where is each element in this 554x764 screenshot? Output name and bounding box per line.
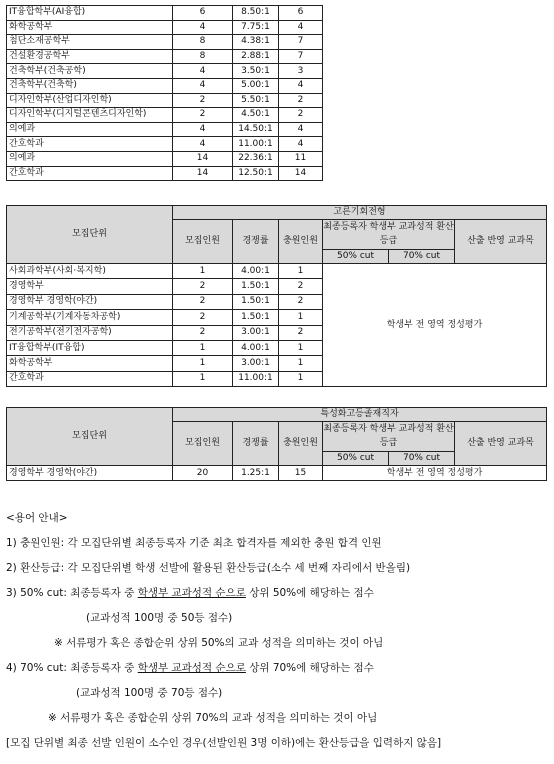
competition-cell: 4.38:1	[233, 35, 279, 50]
recruit-cell: 2	[173, 93, 233, 108]
additional-cell: 2	[279, 294, 323, 309]
competition-cell: 3.00:1	[233, 356, 279, 371]
additional-cell: 7	[279, 49, 323, 64]
note-additional: 1) 충원인원: 각 모집단위별 최종등록자 기준 최초 합격자를 제외한 충원 합격 인원	[6, 537, 382, 549]
recruit-cell: 8	[173, 35, 233, 50]
note-cut50-text-end: 상위 50%에 해당하는 점수	[245, 587, 374, 599]
competition-cell: 1.50:1	[233, 294, 279, 309]
table-row	[7, 6, 323, 21]
recruit-cell: 14	[173, 166, 233, 181]
recruit-cell: 4	[173, 137, 233, 152]
unit-cell: 디자인학부(디지털콘텐츠디자인학)	[7, 108, 173, 123]
competition-cell: 12.50:1	[233, 166, 279, 181]
note-cut70	[6, 660, 374, 675]
additional-cell: 1	[279, 371, 323, 386]
unit-cell: 화학공학부	[7, 356, 173, 371]
additional-header: 충원인원	[279, 220, 323, 264]
recruit-cell: 2	[173, 294, 233, 309]
competition-cell: 8.50:1	[233, 6, 279, 21]
unit-cell: 간호학과	[7, 137, 173, 152]
competition-cell: 5.00:1	[233, 78, 279, 93]
recruit-header: 모집인원	[173, 220, 233, 264]
table-row	[7, 137, 323, 152]
table-row	[7, 466, 547, 481]
unit-cell: 간호학과	[7, 166, 173, 181]
recruit-cell: 2	[173, 310, 233, 325]
unit-cell: 건설환경공학부	[7, 49, 173, 64]
cut70-header: 70% cut	[389, 452, 455, 466]
vocational-worker-table	[6, 407, 547, 481]
grade-group-header: 최종등록자 학생부 교과성적 환산등급	[323, 220, 455, 250]
unit-cell: 기계공학부(기계자동차공학)	[7, 310, 173, 325]
recruit-cell: 4	[173, 20, 233, 35]
table-row	[7, 93, 323, 108]
notes-title: <용어 안내>	[6, 512, 68, 524]
additional-cell: 1	[279, 310, 323, 325]
unit-cell: 디자인학부(산업디자인학)	[7, 93, 173, 108]
additional-cell: 2	[279, 108, 323, 123]
competition-cell: 3.50:1	[233, 64, 279, 79]
unit-header: 모집단위	[7, 206, 173, 264]
unit-cell: 경영학부 경영학(야간)	[7, 466, 173, 481]
competition-cell: 3.00:1	[233, 325, 279, 340]
recruit-cell: 8	[173, 49, 233, 64]
unit-cell: 의예과	[7, 151, 173, 166]
competition-cell: 1.50:1	[233, 310, 279, 325]
competition-header: 경쟁률	[233, 422, 279, 466]
unit-cell: 경영학부 경영학(야간)	[7, 294, 173, 309]
subjects-header: 산출 반영 교과목	[455, 220, 547, 264]
competition-header: 경쟁률	[233, 220, 279, 264]
unit-header: 모집단위	[7, 408, 173, 466]
additional-cell: 2	[279, 279, 323, 294]
additional-cell: 3	[279, 64, 323, 79]
recruit-cell: 4	[173, 64, 233, 79]
recruit-header: 모집인원	[173, 422, 233, 466]
qualitative-evaluation-note: 학생부 전 영역 정성평가	[323, 466, 547, 481]
additional-cell: 1	[279, 356, 323, 371]
recruit-cell: 6	[173, 6, 233, 21]
competition-cell: 4.50:1	[233, 108, 279, 123]
table-row	[7, 108, 323, 123]
competition-cell: 14.50:1	[233, 122, 279, 137]
additional-cell: 4	[279, 78, 323, 93]
recruit-cell: 2	[173, 279, 233, 294]
additional-cell: 1	[279, 340, 323, 355]
recruit-cell: 4	[173, 122, 233, 137]
table-row	[7, 64, 323, 79]
additional-cell: 2	[279, 325, 323, 340]
note-cut50-text: 3) 50% cut: 최종등록자 중	[6, 587, 138, 599]
competition-cell: 4.00:1	[233, 340, 279, 355]
competition-cell: 1.25:1	[233, 466, 279, 481]
equal-opportunity-table	[6, 205, 547, 387]
admission-table-continued	[6, 5, 323, 181]
table-row	[7, 78, 323, 93]
table-row	[7, 49, 323, 64]
unit-cell: 사회과학부(사회·복지학)	[7, 264, 173, 279]
competition-cell: 22.36:1	[233, 151, 279, 166]
note-cut50-caution: ※ 서류평가 혹은 종합순위 상위 50%의 교과 성적을 의미하는 것이 아님	[54, 637, 384, 649]
note-cut50-sub: (교과성적 100명 중 50등 점수)	[86, 612, 233, 624]
competition-cell: 1.50:1	[233, 279, 279, 294]
recruit-cell: 20	[173, 466, 233, 481]
additional-cell: 1	[279, 264, 323, 279]
additional-cell: 7	[279, 35, 323, 50]
note-cut70-sub: (교과성적 100명 중 70등 점수)	[76, 687, 223, 699]
additional-cell: 4	[279, 122, 323, 137]
unit-cell: 첨단소재공학부	[7, 35, 173, 50]
note-cut50	[6, 585, 374, 600]
notes-footer: [모집 단위별 최종 선발 인원이 소수인 경우(선발인원 3명 이하)에는 환산등급을 입력하지 않음]	[6, 737, 442, 749]
unit-cell: 간호학과	[7, 371, 173, 386]
unit-cell: IT융합학부(AI융합)	[7, 6, 173, 21]
category-header: 특성화고등졸재직자	[173, 408, 547, 422]
competition-cell: 11.00:1	[233, 137, 279, 152]
table-row	[7, 20, 323, 35]
additional-cell: 14	[279, 166, 323, 181]
grade-group-header: 최종등록자 학생부 교과성적 환산등급	[323, 422, 455, 452]
table-row	[7, 122, 323, 137]
additional-cell: 4	[279, 137, 323, 152]
unit-cell: IT융합학부(IT융합)	[7, 340, 173, 355]
recruit-cell: 1	[173, 264, 233, 279]
recruit-cell: 1	[173, 340, 233, 355]
recruit-cell: 14	[173, 151, 233, 166]
cut50-header: 50% cut	[323, 250, 389, 264]
note-cut50-underline: 학생부 교과성적 순으로	[137, 587, 246, 599]
additional-cell: 6	[279, 6, 323, 21]
cut50-header: 50% cut	[323, 452, 389, 466]
unit-cell: 건축학부(건축학)	[7, 78, 173, 93]
unit-cell: 의예과	[7, 122, 173, 137]
recruit-cell: 2	[173, 325, 233, 340]
recruit-cell: 1	[173, 371, 233, 386]
additional-header: 충원인원	[279, 422, 323, 466]
note-cut70-text: 4) 70% cut: 최종등록자 중	[6, 662, 138, 674]
note-cut70-underline: 학생부 교과성적 순으로	[137, 662, 246, 674]
table-row	[7, 151, 323, 166]
recruit-cell: 1	[173, 356, 233, 371]
competition-cell: 5.50:1	[233, 93, 279, 108]
additional-cell: 11	[279, 151, 323, 166]
additional-cell: 4	[279, 20, 323, 35]
qualitative-evaluation-note: 학생부 전 영역 정성평가	[323, 264, 547, 387]
recruit-cell: 4	[173, 78, 233, 93]
competition-cell: 2.88:1	[233, 49, 279, 64]
subjects-header: 산출 반영 교과목	[455, 422, 547, 466]
unit-cell: 화학공학부	[7, 20, 173, 35]
note-cut70-caution: ※ 서류평가 혹은 종합순위 상위 70%의 교과 성적을 의미하는 것이 아님	[48, 712, 378, 724]
unit-cell: 경영학부	[7, 279, 173, 294]
table-row	[7, 264, 547, 279]
competition-cell: 4.00:1	[233, 264, 279, 279]
category-header: 고른기회전형	[173, 206, 547, 220]
additional-cell: 2	[279, 93, 323, 108]
unit-cell: 건축학부(건축공학)	[7, 64, 173, 79]
table-row	[7, 166, 323, 181]
recruit-cell: 2	[173, 108, 233, 123]
note-cut70-text-end: 상위 70%에 해당하는 점수	[245, 662, 374, 674]
note-conversion: 2) 환산등급: 각 모집단위별 학생 선발에 활용된 환산등급(소수 세 번째 자리에서 반올림)	[6, 562, 411, 574]
cut70-header: 70% cut	[389, 250, 455, 264]
table-row	[7, 35, 323, 50]
unit-cell: 전기공학부(전기전자공학)	[7, 325, 173, 340]
competition-cell: 11.00:1	[233, 371, 279, 386]
competition-cell: 7.75:1	[233, 20, 279, 35]
additional-cell: 15	[279, 466, 323, 481]
